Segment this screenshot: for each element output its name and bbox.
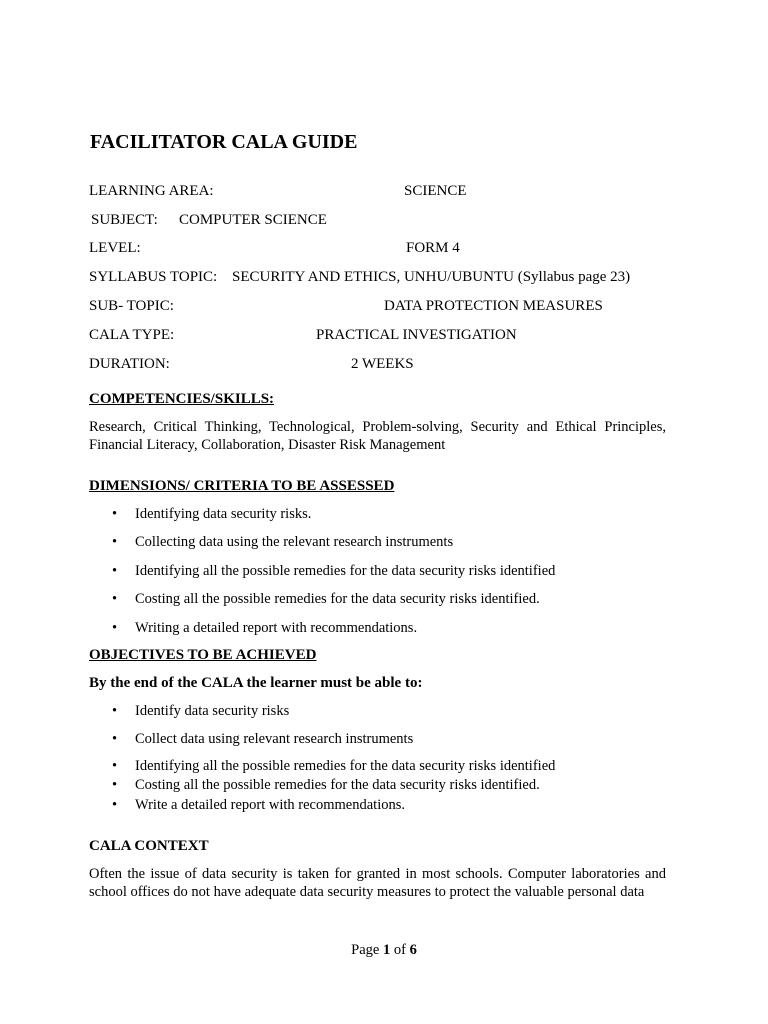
objective-item <box>112 703 289 720</box>
objective-item <box>112 777 540 794</box>
cala-type-value: PRACTICAL INVESTIGATION <box>316 327 517 343</box>
bullet-icon: • <box>112 591 118 607</box>
objective-item-text: Write a detailed report with recommendations. <box>135 797 405 813</box>
objectives-heading: OBJECTIVES TO BE ACHIEVED <box>89 647 317 663</box>
dimension-item <box>112 506 311 523</box>
competencies-text: Research, Critical Thinking, Technological, Problem-solving, Security and Ethical Principles, Financial Literacy, Collaboration, Disaster Risk Management <box>89 419 666 453</box>
competencies-heading: COMPETENCIES/SKILLS: <box>89 391 275 407</box>
objective-item-text: Identifying all the possible remedies for the data security risks identified <box>135 758 556 774</box>
learning-area-value: SCIENCE <box>404 183 467 199</box>
duration-label: DURATION: <box>89 356 170 372</box>
bullet-icon: • <box>112 506 118 522</box>
dimension-item-text: Identifying data security risks. <box>135 506 312 522</box>
bullet-icon: • <box>112 758 118 774</box>
dimension-item-text: Collecting data using the relevant research instruments <box>135 534 454 550</box>
bullet-icon: • <box>112 777 118 793</box>
dimension-item <box>112 534 453 551</box>
dimension-item <box>112 620 417 637</box>
dimension-item-text: Writing a detailed report with recommendations. <box>135 620 418 636</box>
objective-item <box>112 731 413 748</box>
cala-type-label: CALA TYPE: <box>89 327 175 343</box>
dimension-item-text: Costing all the possible remedies for the data security risks identified. <box>135 591 540 607</box>
duration-value: 2 WEEKS <box>351 356 414 372</box>
objective-item-text: Costing all the possible remedies for the data security risks identified. <box>135 777 540 793</box>
bullet-icon: • <box>112 620 118 636</box>
document-title: FACILITATOR CALA GUIDE <box>90 131 358 153</box>
dimensions-heading: DIMENSIONS/ CRITERIA TO BE ASSESSED <box>89 478 395 494</box>
page-number: 1 <box>382 942 391 958</box>
sub-topic-label: SUB- TOPIC: <box>89 298 174 314</box>
objective-item <box>112 758 555 775</box>
page-word: Page <box>351 942 380 958</box>
objectives-intro: By the end of the CALA the learner must be able to: <box>89 675 423 691</box>
bullet-icon: • <box>112 534 118 550</box>
context-text: Often the issue of data security is taken for granted in most schools. Computer laboratories and school offices do not have adequate data security measures to protect the valuable personal data <box>89 866 666 900</box>
level-label: LEVEL: <box>89 240 141 256</box>
objective-item-text: Collect data using relevant research instruments <box>135 731 414 747</box>
objective-item-text: Identify data security risks <box>135 703 290 719</box>
level-value: FORM 4 <box>406 240 460 256</box>
dimension-item-text: Identifying all the possible remedies for the data security risks identified <box>135 563 556 579</box>
objective-item <box>112 797 405 814</box>
subject-label: SUBJECT: <box>91 212 158 228</box>
bullet-icon: • <box>112 703 118 719</box>
of-word: of <box>393 942 406 958</box>
bullet-icon: • <box>112 731 118 747</box>
dimension-item <box>112 591 540 608</box>
sub-topic-value: DATA PROTECTION MEASURES <box>384 298 603 314</box>
page-total: 6 <box>409 942 417 958</box>
context-heading: CALA CONTEXT <box>89 838 209 854</box>
learning-area-label: LEARNING AREA: <box>89 183 214 199</box>
bullet-icon: • <box>112 797 118 813</box>
syllabus-topic-value: SECURITY AND ETHICS, UNHU/UBUNTU (Syllabus page 23) <box>232 269 631 285</box>
syllabus-topic-label: SYLLABUS TOPIC: <box>89 269 218 285</box>
subject-value: COMPUTER SCIENCE <box>179 212 327 228</box>
dimension-item <box>112 563 555 580</box>
bullet-icon: • <box>112 563 118 579</box>
page-footer <box>0 942 768 959</box>
